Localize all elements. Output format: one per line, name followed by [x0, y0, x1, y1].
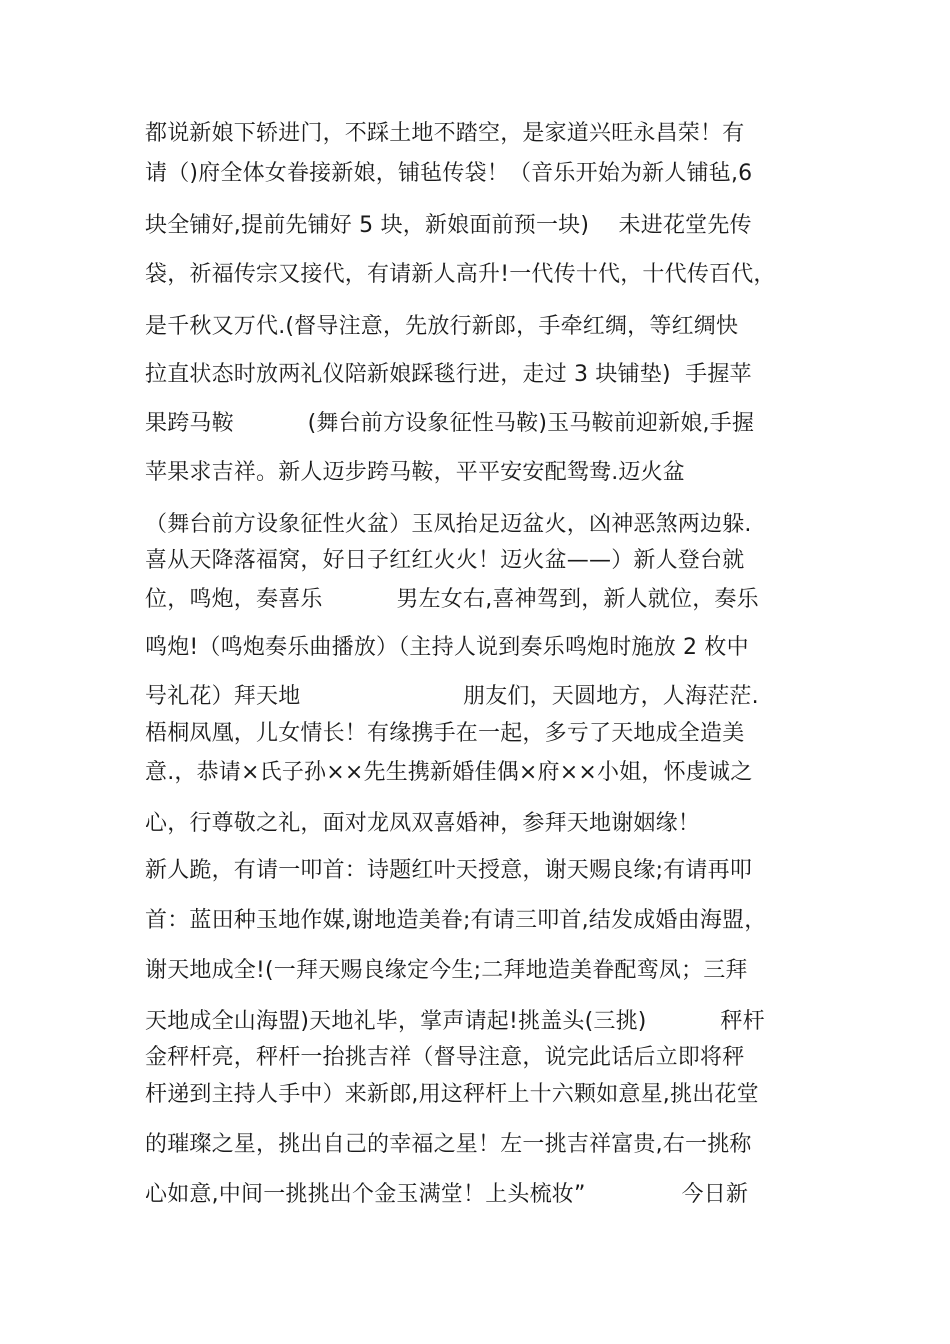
text-line: 首：蓝田种玉地作媒,谢地造美眷;有请三叩首,结发成婚由海盟， [145, 908, 767, 933]
text-line: 金秤杆亮，秤杆一抬挑吉祥（督导注意，说完此话后立即将秤 [145, 1045, 745, 1070]
text-line: 袋，祈福传宗又接代，有请新人高升!一代传十代，十代传百代， [145, 262, 776, 287]
text-line: 块全铺好,提前先铺好 5 块，新娘面前预一块) 未进花堂先传 [145, 213, 752, 238]
text-line: 谢天地成全!(一拜天赐良缘定今生;二拜地造美眷配鸾凤；三拜 [145, 958, 748, 983]
text-line: 心，行尊敬之礼，面对龙凤双喜婚神，参拜天地谢姻缘！ [145, 811, 701, 836]
text-line: 苹果求吉祥。新人迈步跨马鞍，平平安安配鸳鸯.迈火盆 [145, 460, 685, 485]
text-line: 请（)府全体女眷接新娘，铺毡传袋！（音乐开始为新人铺毡,6 [145, 161, 753, 186]
text-line: 拉直状态时放两礼仪陪新娘踩毯行进，走过 3 块铺垫) 手握苹 [145, 362, 752, 387]
text-line: 意.，恭请×氏子孙××先生携新婚佳偶×府××小姐，怀虔诚之 [145, 760, 753, 785]
text-line: 果跨马鞍 (舞台前方设象征性马鞍)玉马鞍前迎新娘,手握 [145, 411, 755, 436]
text-line: （舞台前方设象征性火盆）玉凤抬足迈盆火，凶神恶煞两边躲. [145, 512, 752, 537]
text-line: 鸣炮!（鸣炮奏乐曲播放）（主持人说到奏乐鸣炮时施放 2 枚中 [145, 635, 749, 660]
text-line: 杆递到主持人手中）来新郎,用这秤杆上十六颗如意星,挑出花堂 [145, 1082, 759, 1107]
text-line: 喜从天降落福窝，好日子红红火火！迈火盆——）新人登台就 [145, 548, 745, 573]
text-line: 的璀璨之星，挑出自己的幸福之星！左一挑吉祥富贵,右一挑称 [145, 1132, 752, 1157]
text-line: 是千秋又万代.(督导注意，先放行新郎，手牵红绸，等红绸快 [145, 314, 739, 339]
text-line: 天地成全山海盟)天地礼毕，掌声请起!挑盖头(三挑) 秤杆 [145, 1009, 765, 1034]
text-line: 号礼花）拜天地 朋友们，天圆地方，人海茫茫. [145, 684, 759, 709]
text-line: 梧桐凤凰，儿女情长！有缘携手在一起，多亏了天地成全造美 [145, 721, 745, 746]
text-line: 位，鸣炮，奏喜乐 男左女右,喜神驾到，新人就位，奏乐 [145, 587, 759, 612]
text-line: 新人跪，有请一叩首：诗题红叶天授意，谢天赐良缘;有请再叩 [145, 858, 753, 883]
text-line: 心如意,中间一挑挑出个金玉满堂！上头梳妆” 今日新 [145, 1182, 749, 1207]
text-line: 都说新娘下轿进门，不踩土地不踏空，是家道兴旺永昌荣！有 [145, 121, 745, 146]
